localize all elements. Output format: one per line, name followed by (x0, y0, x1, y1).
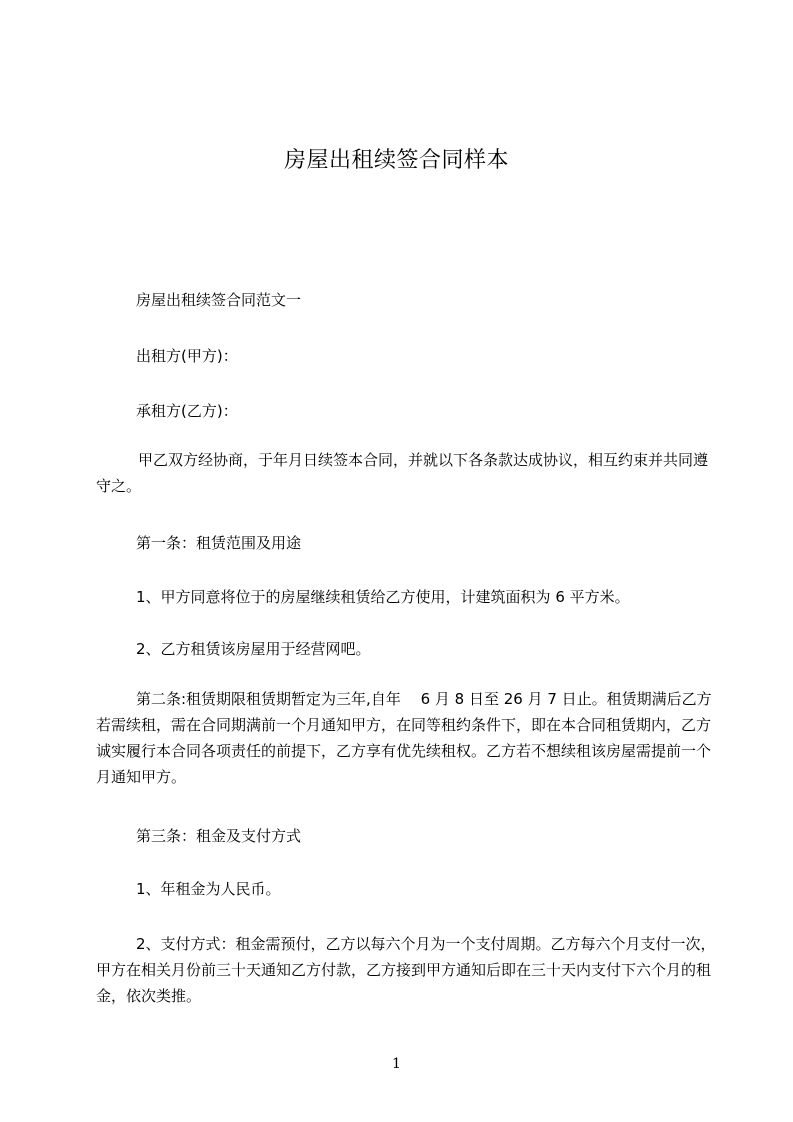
page-number: 1 (392, 1056, 401, 1072)
article2-paragraph: 第二条:租赁期限租赁期暂定为三年,自年 6 月 8 日至 26 月 7 日止。租赁期满后乙方若需续租，需在合同期满前一个月通知甲方，在同等租约条件下，即在本合同租赁期内，乙方诚实履行本合同各项责任的前提下，乙方享有优先续租权。乙方若不想续租该房屋需提前一个月通知甲方。 (96, 690, 712, 786)
subtitle: 房屋出租续签合同范文一 (136, 291, 302, 309)
document-title: 房屋出租续签合同样本 (283, 148, 509, 173)
article3-item2: 2、支付方式：租金需预付，乙方以每六个月为一个支付周期。乙方每六个月支付一次，甲方在相关月份前三十天通知乙方付款，乙方接到甲方通知后即在三十天内支付下六个月的租金，依次类推。 (96, 935, 716, 1005)
lessor-line: 出租方(甲方)： (136, 347, 238, 365)
article3-heading: 第三条：租金及支付方式 (136, 827, 302, 845)
article1-item2: 2、乙方租赁该房屋用于经营网吧。 (136, 640, 371, 658)
lessee-line: 承租方(乙方)： (136, 402, 238, 420)
article3-item1: 1、年租金为人民币。 (136, 880, 281, 898)
article1-item1: 1、甲方同意将位于的房屋继续租赁给乙方使用，计建筑面积为 6 平方米。 (136, 588, 630, 606)
intro-paragraph: 甲乙双方经协商，于年月日续签本合同，并就以下各条款达成协议，相互约束并共同遵守之。 (96, 451, 709, 495)
article1-heading: 第一条：租赁范围及用途 (136, 534, 302, 552)
